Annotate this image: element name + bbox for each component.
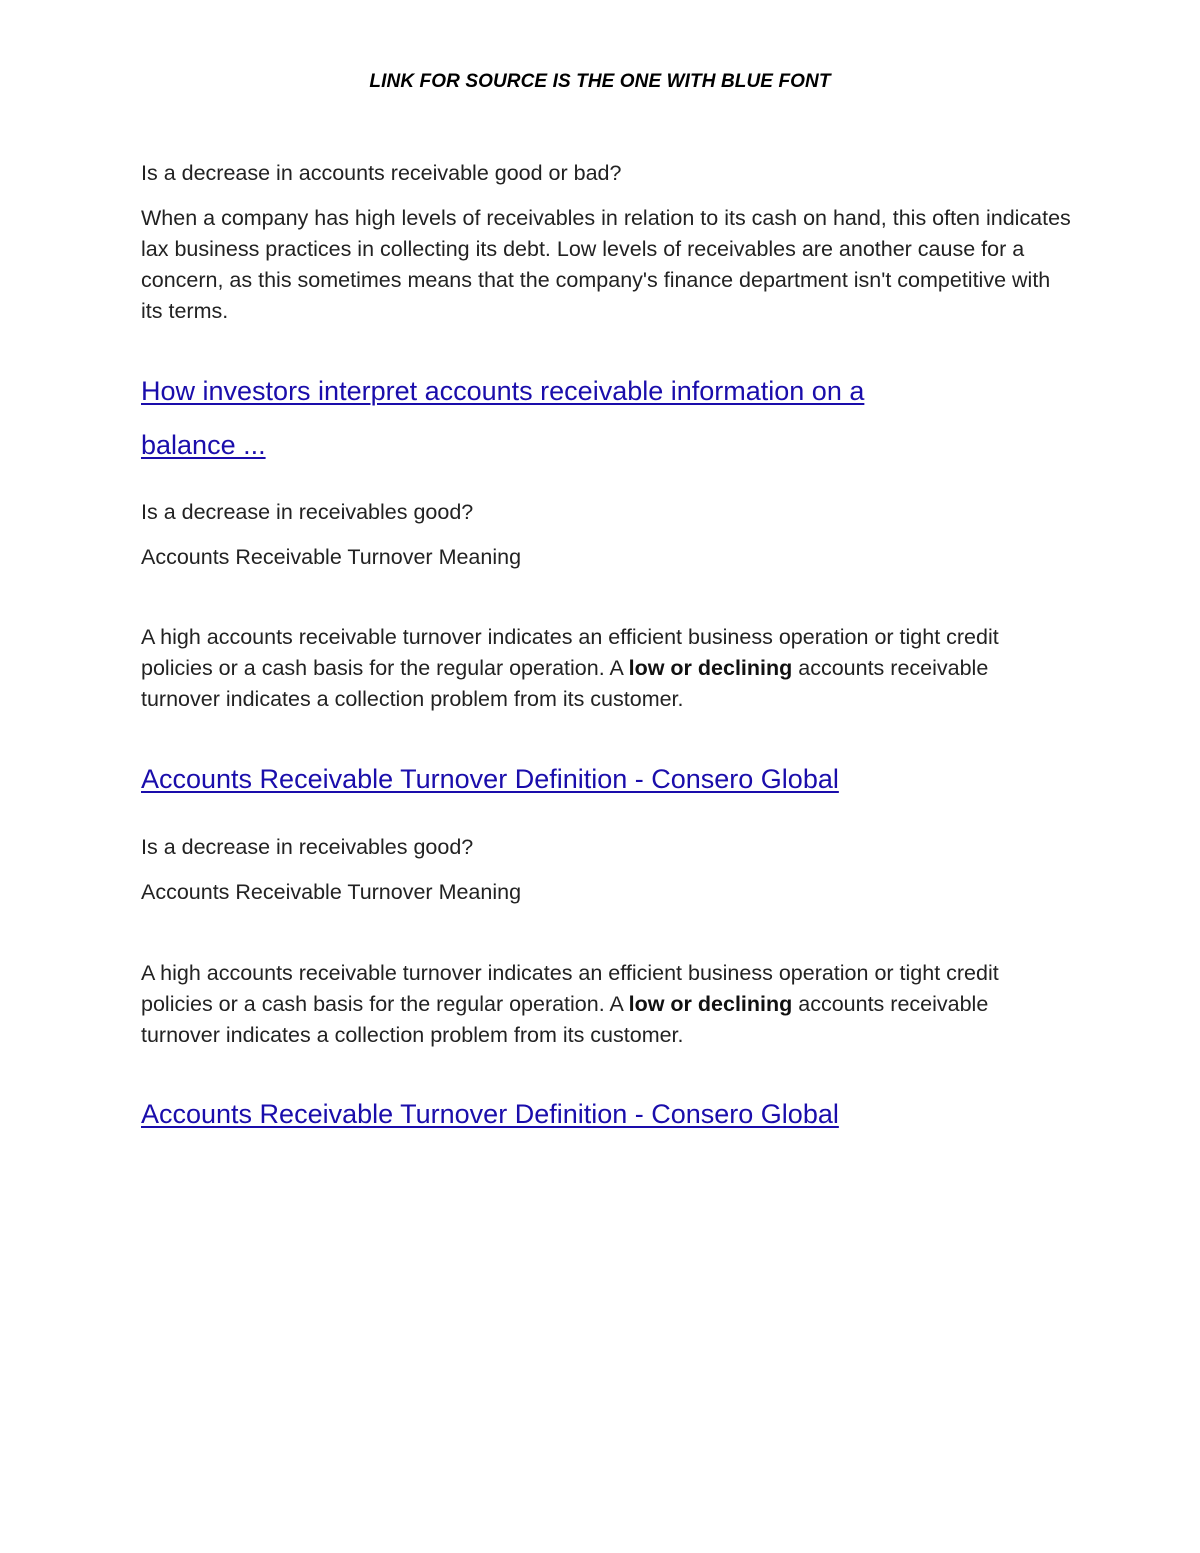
section3-answer bbox=[141, 958, 1071, 1051]
section2-answer-bold: low or declining bbox=[628, 656, 793, 680]
section2-answer-end: accounts receivable turnover indicates a collection problem from its customer. bbox=[141, 656, 989, 711]
section2-answer bbox=[141, 622, 1071, 715]
section3-subheading: Accounts Receivable Turnover Meaning bbox=[141, 880, 522, 904]
source-link-consero-1[interactable]: Accounts Receivable Turnover Definition - Consero Global bbox=[141, 764, 839, 794]
section2-question: Is a decrease in receivables good? bbox=[141, 500, 474, 524]
section3-answer-start: A high accounts receivable turnover indicates an efficient business operation or tight credit policies or a cash basis for the regular operation. A bbox=[141, 961, 999, 1016]
section2-answer-start: A high accounts receivable turnover indicates an efficient business operation or tight credit policies or a cash basis for the regular operation. A bbox=[141, 625, 999, 680]
section3-answer-bold: low or declining bbox=[628, 992, 793, 1016]
source-link-balance-sheet[interactable]: How investors interpret accounts receivable information on a balance ... bbox=[141, 376, 865, 460]
source-link-consero-2[interactable]: Accounts Receivable Turnover Definition - Consero Global bbox=[141, 1099, 839, 1129]
section1-answer: When a company has high levels of receivables in relation to its cash on hand, this often indicates lax business practices in collecting its debt. Low levels of receivables are another cause for a concern, as this sometimes means that the company's finance department isn't competitive with its terms. bbox=[141, 206, 1071, 323]
section3-question: Is a decrease in receivables good? bbox=[141, 835, 474, 859]
section1-question: Is a decrease in accounts receivable good or bad? bbox=[141, 161, 622, 185]
section2-subheading: Accounts Receivable Turnover Meaning bbox=[141, 545, 522, 569]
section3-answer-end: accounts receivable turnover indicates a collection problem from its customer. bbox=[141, 992, 989, 1047]
page-title: LINK FOR SOURCE IS THE ONE WITH BLUE FONT bbox=[369, 71, 831, 92]
